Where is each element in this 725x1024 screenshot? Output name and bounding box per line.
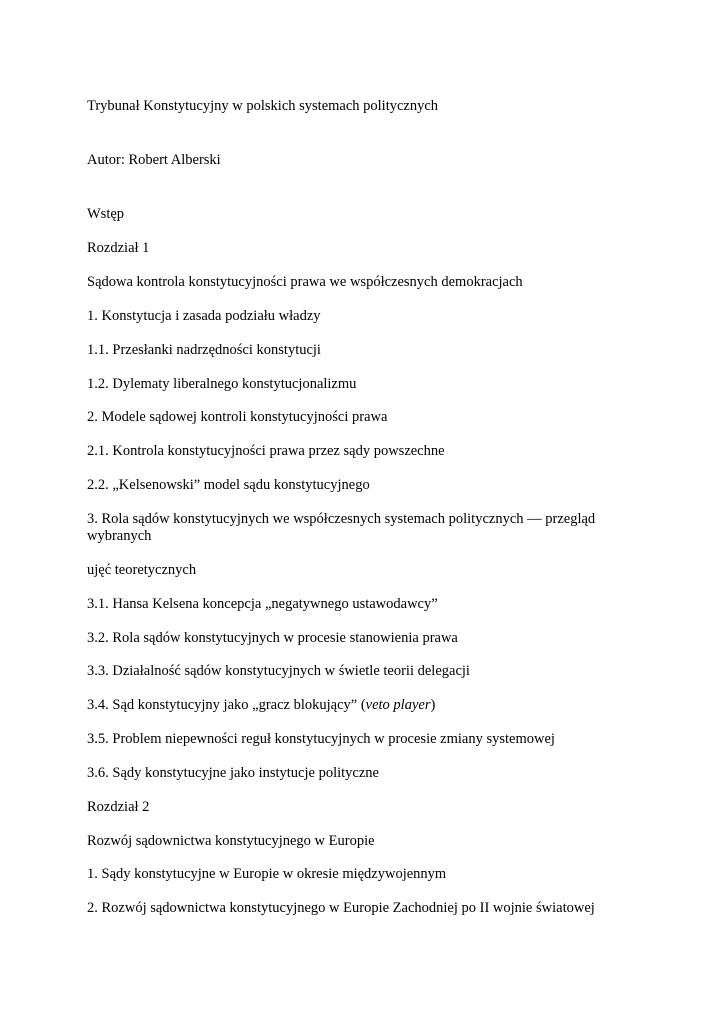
toc-entry: 1. Konstytucja i zasada podziału władzy <box>87 308 321 324</box>
toc-entry: 3.1. Hansa Kelsena koncepcja „negatywnego ustawodawcy” <box>87 596 438 612</box>
toc-entry: 3.6. Sądy konstytucyjne jako instytucje polityczne <box>87 765 379 781</box>
toc-chapter-heading: Rozdział 2 <box>87 799 150 815</box>
toc-entry: 1. Sądy konstytucyjne w Europie w okresie międzywojennym <box>87 866 447 882</box>
toc-chapter-title: Sądowa kontrola konstytucyjności prawa we współczesnych demokracjach <box>87 274 523 290</box>
toc-entry-text-end: ) <box>430 697 436 713</box>
toc-entry-italic-term: veto player <box>365 697 431 713</box>
toc-entry: 1.1. Przesłanki nadrzędności konstytucji <box>87 342 321 358</box>
toc-chapter-title: Rozwój sądownictwa konstytucyjnego w Europie <box>87 833 375 849</box>
toc-entry-veto-player <box>87 697 627 714</box>
toc-entry: 3.5. Problem niepewności reguł konstytucyjnych w procesie zmiany systemowej <box>87 731 555 747</box>
toc-entry: 3.3. Działalność sądów konstytucyjnych w świetle teorii delegacji <box>87 663 470 679</box>
document-title: Trybunał Konstytucyjny w polskich systemach politycznych <box>87 98 439 114</box>
toc-entry-continuation: ujęć teoretycznych <box>87 562 197 578</box>
toc-entry: 1.2. Dylematy liberalnego konstytucjonalizmu <box>87 376 357 392</box>
toc-entry-intro: Wstęp <box>87 206 125 222</box>
toc-chapter-heading: Rozdział 1 <box>87 240 150 256</box>
toc-entry: 3.2. Rola sądów konstytucyjnych w procesie stanowienia prawa <box>87 630 458 646</box>
toc-entry: 2. Modele sądowej kontroli konstytucyjności prawa <box>87 409 388 425</box>
toc-entry-text: 3.4. Sąd konstytucyjny jako „gracz blokujący” ( <box>87 697 366 713</box>
toc-entry: 2. Rozwój sądownictwa konstytucyjnego w Europie Zachodniej po II wojnie światowej <box>87 900 595 916</box>
toc-entry: 2.2. „Kelsenowski” model sądu konstytucyjnego <box>87 477 370 493</box>
document-author: Autor: Robert Alberski <box>87 152 221 168</box>
toc-entry: 3. Rola sądów konstytucyjnych we współczesnych systemach politycznych — przegląd wybranych <box>87 511 596 544</box>
toc-entry: 2.1. Kontrola konstytucyjności prawa przez sądy powszechne <box>87 443 445 459</box>
